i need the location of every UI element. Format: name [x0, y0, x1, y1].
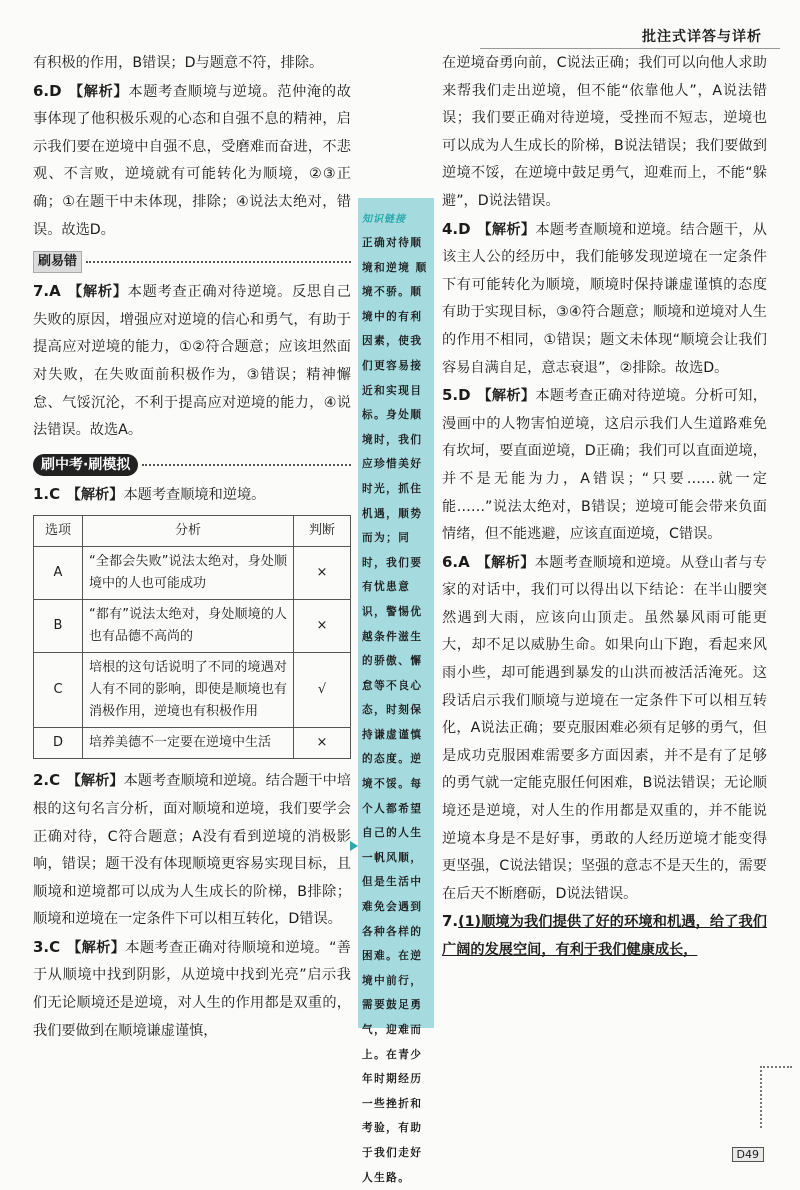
question-7: [33, 278, 351, 445]
table-cell-analysis: 培养美德不一定要在逆境中生活: [83, 728, 294, 759]
question-4: [442, 216, 767, 383]
section-easy-mistakes: [33, 250, 351, 274]
question-number: 1.: [33, 484, 50, 503]
section-badge: 刷中考·刷模拟: [33, 454, 138, 476]
analysis-text: 本题考查正确对待逆境。分析可知，漫画中的人物害怕逆境，这启示我们人生道路难免有坎坷，要直面逆境，D正确；我们可以直面逆境，并不是无能为力，A错误；“只要……就一定能……”说法太绝对，B错误；逆境可能会带来负面情绪，但不能逃避，应该直面逆境，C错误。: [442, 388, 767, 543]
analysis-tag: 【解析】: [476, 554, 535, 571]
answer-letter: C: [49, 484, 61, 503]
left-column: [33, 50, 351, 1045]
answer-letter: D: [458, 219, 471, 238]
question-1: [33, 481, 351, 510]
table-header-row: [34, 516, 351, 547]
question-6: [33, 78, 351, 245]
question-number: 7.: [442, 912, 459, 931]
header-rule: [480, 48, 780, 49]
question-3: [33, 934, 351, 1045]
table-row: [34, 600, 351, 653]
q5-continuation: 有积极的作用，B错误；D与题意不符，排除。: [33, 55, 324, 71]
table-cell-judgment: √: [294, 653, 351, 728]
analysis-text: 本题考查顺境和逆境。从登山者与专家的对话中，我们可以得出以下结论：在半山腰突然遇到大雨，应该向山顶走。虽然暴风雨可能更大，却不足以威胁生命。如果向山下跑，看起来风雨小些，却可能遇到暴发的山洪而被活活淹死。这段话启示我们顺境与逆境在一定条件下可以相互转化，A说法正确；要克服困难必须有足够的勇气，但是成功克服困难需要多方面因素，并不是有了足够的勇气就一定能克服任何困难，B说法错误；无论顺境还是逆境，对人生的作用都是双重的，并不能说逆境本身是不是好事，勇敢的人经历逆境才能变得更坚强，C说法错误；坚强的意志不是天生的，需要在后天不断磨砺，D说法错误。: [442, 554, 767, 902]
question-number: 5.: [442, 386, 459, 405]
table-row: [34, 728, 351, 759]
table-header-analysis: 分析: [83, 516, 294, 547]
table-cell-judgment: ×: [294, 600, 351, 653]
analysis-text: 本题考查顺境和逆境。结合题干中培根的这句名言分析，面对顺境和逆境，我们要学会正确对待，C符合题意；A没有看到逆境的消极影响，错误；题干没有体现顺境更容易实现目标，且顺境和逆境都可以成为人生成长的阶梯，B排除；顺境和逆境在一定条件下可以相互转化，D错误。: [33, 773, 351, 928]
question-2: [33, 767, 351, 934]
question-number: 4.: [442, 219, 459, 238]
right-column: [442, 50, 767, 965]
question-number: 7.: [33, 282, 50, 301]
question-number: 6.: [33, 81, 50, 100]
analysis-tag: 【解析】: [477, 221, 536, 238]
table-row: [34, 547, 351, 600]
table-cell-option: C: [34, 653, 83, 728]
question-number: 3.: [33, 937, 50, 956]
answer-letter: A: [49, 282, 61, 301]
analysis-text: 本题考查正确对待逆境。反思自己失败的原因，增强应对逆境的信心和勇气，有助于提高应对逆境的能力，①②符合题意；应该坦然面对失败，在失败面前积极作为，③错误；精神懈怠、气馁沉沦，不利于提高应对逆境的能力，④说法错误。故选A。: [33, 284, 351, 439]
section-label: 刷易错: [33, 251, 82, 273]
analysis-tag: 【解析】: [477, 388, 536, 405]
answer-letter: A: [458, 552, 470, 571]
analysis-tag: 【解析】: [67, 939, 126, 956]
table-cell-analysis: “都有”说法太绝对，身处顺境的人也有品德不高尚的: [83, 600, 294, 653]
analysis-tag: 【解析】: [68, 83, 129, 100]
question-number: 2.: [33, 771, 50, 790]
page-number: D49: [732, 1147, 764, 1162]
question-number: 6.: [442, 552, 459, 571]
table-header-option: 选项: [34, 516, 83, 547]
answer-letter: C: [49, 771, 61, 790]
sidebar-title: 知识链接: [362, 214, 406, 225]
sidebar-body: 正确对待顺境和逆境 顺境不骄。顺境中的有利因素，使我们更容易接近和实现目标。身处顺境时，我们应珍惜美好时光，抓住机遇，顺势而为；同时，我们要有忧患意识，警惕优越条件滋生的骄傲、懈怠等不良心态，时刻保持谦虚谨慎的态度。逆境不馁。每个人都希望自己的人生一帆风顺，但是生活中难免会遇到各种各样的困难。在逆境中前行，需要鼓足勇气，迎难而上。在青少年时期经历一些挫折和考验，有助于我们走好人生路。: [362, 237, 428, 1184]
answer-letter: D: [49, 81, 62, 100]
answer-text: (1)顺境为我们提供了好的环境和机遇，给了我们广阔的发展空间，有利于我们健康成长，: [442, 914, 767, 958]
analysis-tag: 【解析】: [66, 486, 124, 503]
analysis-tag: 【解析】: [68, 284, 128, 301]
analysis-text: 本题考查顺境与逆境。范仲淹的故事体现了他积极乐观的心态和自强不息的精神，启示我们要在逆境中自强不息，受磨难而奋进，不悲观、不言败，逆境就有可能转化为顺境，②③正确；①在题干中未体现，排除；④说法太绝对，错误。故选D。: [33, 83, 351, 238]
table-header-judgment: 判断: [294, 516, 351, 547]
analysis-text: 本题考查正确对待顺境和逆境。“善于从顺境中找到阴影，从逆境中找到光亮”启示我们无论顺境还是逆境，对人生的作用都是双重的，我们要做到在顺境谦虚谨慎，: [33, 939, 351, 1039]
answer-letter: C: [49, 937, 61, 956]
dotted-divider: [142, 464, 351, 466]
question-7-right: [442, 908, 767, 964]
knowledge-link-sidebar: [358, 198, 434, 1184]
answer-letter: D: [458, 386, 471, 405]
table-cell-analysis: “全都会失败”说法太绝对，身处顺境中的人也可能成功: [83, 547, 294, 600]
section-exam-practice: [33, 451, 351, 479]
table-cell-option: A: [34, 547, 83, 600]
question-6-right: [442, 549, 767, 909]
header-title: 批注式详答与详析: [642, 29, 762, 45]
dotted-divider: [86, 261, 351, 263]
table-cell-option: B: [34, 600, 83, 653]
table-row: [34, 653, 351, 728]
table-cell-analysis: 培根的这句话说明了不同的境遇对人有不同的影响，即使是顺境也有消极作用，逆境也有积极作用: [83, 653, 294, 728]
analysis-tag: 【解析】: [66, 773, 124, 790]
q3-continuation: 在逆境奋勇向前，C说法正确；我们可以向他人求助来帮我们走出逆境，但不能“依靠他人”，A说法错误；我们要正确对待逆境，受挫而不短志，逆境也可以成为人生成长的阶梯，B说法错误；我们要做到逆境不馁，在逆境中鼓足勇气，迎难而上，不能“躲避”，D说法错误。: [442, 55, 767, 209]
analysis-table: [33, 515, 351, 759]
table-cell-judgment: ×: [294, 547, 351, 600]
pointer-arrow-icon: [350, 841, 358, 851]
corner-dotted-decoration: [760, 1066, 792, 1128]
table-cell-option: D: [34, 728, 83, 759]
table-cell-judgment: ×: [294, 728, 351, 759]
analysis-text: 本题考查顺境和逆境。结合题干，从该主人公的经历中，我们能够发现逆境在一定条件下有可能转化为顺境，顺境时保持谦虚谨慎的态度有助于实现目标，③④符合题意；顺境和逆境对人生的作用不相同，①错误；题文未体现“顺境会让我们容易自满自足，意志衰退”，②排除。故选D。: [442, 221, 767, 376]
analysis-text: 本题考查顺境和逆境。: [123, 486, 266, 503]
question-5: [442, 382, 767, 549]
